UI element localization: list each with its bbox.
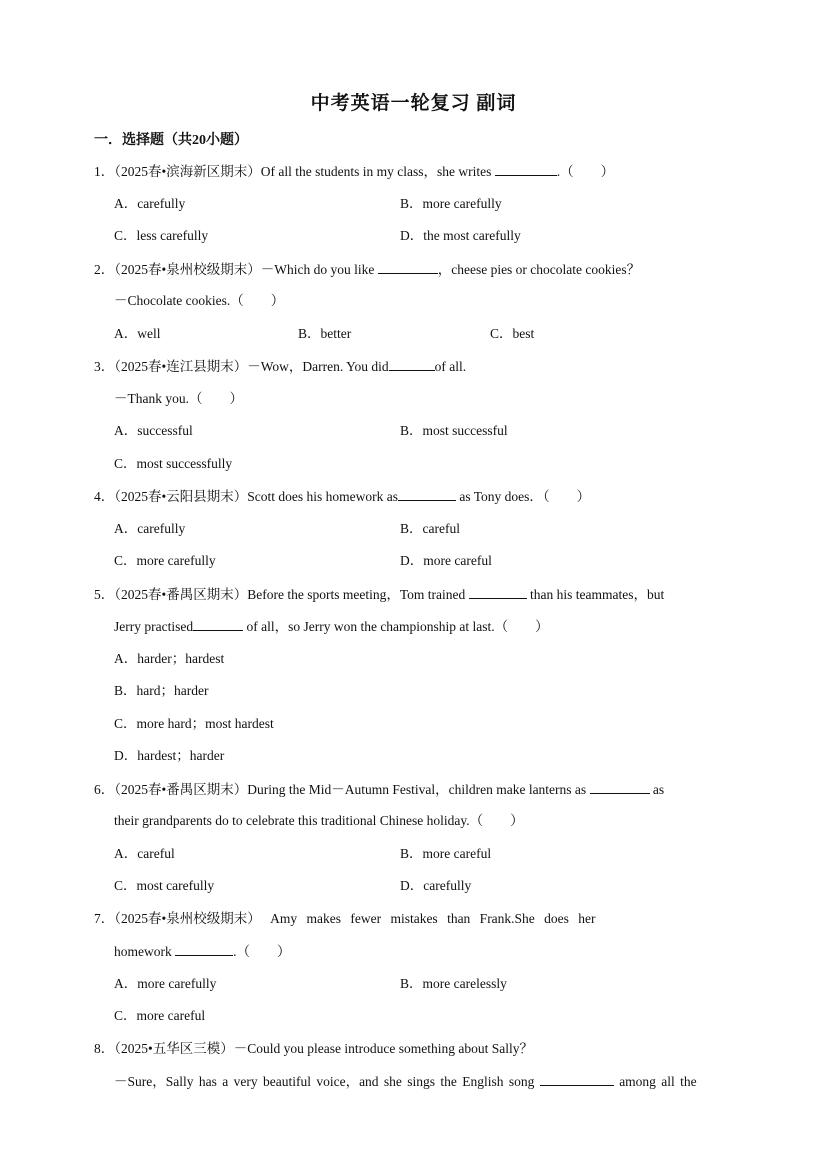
question-6-line2: their grandparents do to celebrate this traditional Chinese holiday.（ ）: [114, 813, 524, 828]
question-7-line2: homework .（ ）: [114, 941, 291, 962]
option: A．carefully: [114, 521, 186, 536]
question-5: 5．（2025春•番禺区期末）Before the sports meeting，Tom trained than his teammates，but: [94, 584, 664, 605]
section-heading: 一．选择题（共20小题）: [94, 133, 248, 148]
option: A．careful: [114, 846, 175, 861]
option: B．most successful: [400, 423, 508, 438]
option: B．hard；harder: [114, 683, 209, 698]
question-2-reply: －Chocolate cookies.（ ）: [114, 293, 285, 308]
question-6: 6．（2025春•番禺区期末）During the Mid－Autumn Festival，children make lanterns as as: [94, 779, 664, 800]
answer-blank: [175, 941, 233, 956]
question-3-reply: －Thank you.（ ）: [114, 391, 243, 406]
option: C．less carefully: [114, 228, 209, 243]
option: C．most carefully: [114, 878, 215, 893]
question-8: 8．（2025•五华区三模）－Could you please introduce something about Sally？: [94, 1041, 533, 1056]
answer-blank: [378, 259, 438, 274]
option: B．more carefully: [400, 196, 502, 211]
answer-blank: [193, 616, 243, 631]
page-title: 中考英语一轮复习 副词: [310, 93, 517, 114]
question-1: 1．（2025春•滨海新区期末）Of all the students in my class，she writes .（ ）: [94, 161, 614, 182]
answer-blank: [495, 161, 557, 176]
question-3: 3．（2025春•连江县期末）－Wow，Darren. You did of all.: [94, 356, 466, 377]
option: D．carefully: [400, 878, 472, 893]
answer-blank: [398, 486, 456, 501]
option: B．better: [298, 326, 352, 341]
question-2: 2．（2025春•泉州校级期末）－Which do you like ，cheese pies or chocolate cookies？: [94, 259, 640, 280]
answer-blank: [469, 584, 527, 599]
answer-blank: [389, 356, 435, 371]
option: C．most successfully: [114, 456, 233, 471]
option: B．more carelessly: [400, 976, 507, 991]
option: C．more carefully: [114, 553, 216, 568]
option: A．successful: [114, 423, 193, 438]
option: A．harder；hardest: [114, 651, 225, 666]
option: A．well: [114, 326, 161, 341]
question-7: 7．（2025春•泉州校级期末） Amy makes fewer mistakes than Frank.She does her: [94, 911, 596, 926]
option: A．carefully: [114, 196, 186, 211]
option: D．more careful: [400, 553, 492, 568]
option: B．more careful: [400, 846, 492, 861]
question-8-line2: －Sure，Sally has a very beautiful voice，and she sings the English song among all the: [114, 1071, 697, 1092]
answer-blank: [540, 1071, 614, 1086]
question-4: 4．（2025春•云阳县期末）Scott does his homework as as Tony does．（ ）: [94, 486, 590, 507]
option: D．hardest；harder: [114, 748, 225, 763]
option: B．careful: [400, 521, 460, 536]
option: C．more careful: [114, 1008, 206, 1023]
answer-blank: [590, 779, 650, 794]
option: C．more hard；most hardest: [114, 716, 274, 731]
option: D．the most carefully: [400, 228, 521, 243]
option: A．more carefully: [114, 976, 217, 991]
option: C．best: [490, 326, 535, 341]
question-5-line2: Jerry practised of all，so Jerry won the championship at last.（ ）: [114, 616, 549, 637]
